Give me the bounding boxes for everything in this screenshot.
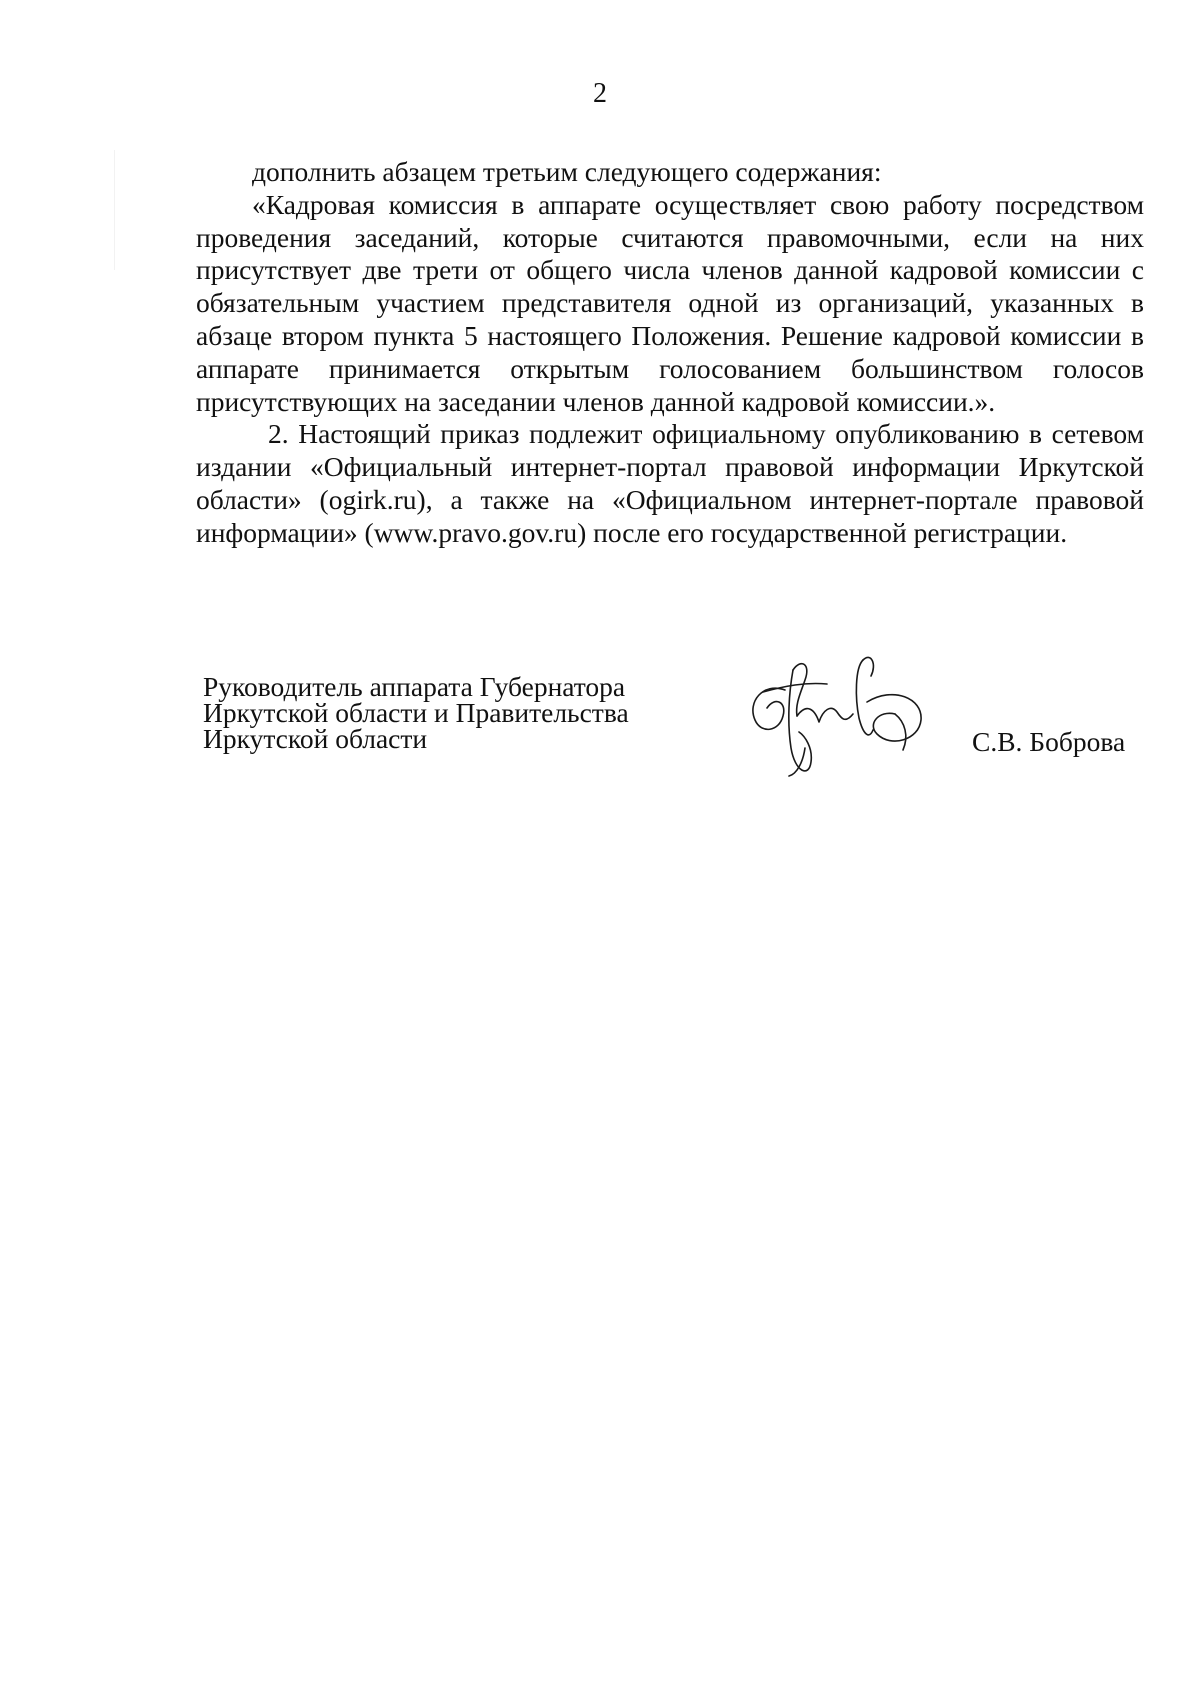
signatory-title-line: Иркутской области (203, 723, 428, 754)
paragraph-amendment-intro: дополнить абзацем третьим следующего содержания: (252, 156, 882, 187)
signatory-title-line: Руководитель аппарата Губернатора (203, 671, 626, 702)
signatory-title-line: Иркутской области и Правительства (203, 697, 629, 728)
paragraph-quoted-amendment: «Кадровая комиссия в аппарате осуществляет свою работу посредством проведения заседаний, которые считаются правомочными, если на них присутствует две трети от общего числа членов данной кадровой комиссии с обязательным участием представителя одной из организаций, указанных в абзаце втором пункта 5 настоящего Положения. Решение кадровой комиссии в аппарате принимается открытым голосованием большинством голосов присутствующих на заседании членов данной кадровой комиссии.». (196, 188, 1144, 417)
paragraph-publication-order: 2. Настоящий приказ подлежит официальному опубликованию в сетевом издании «Официальный интернет-портал правовой информации Иркутской области» (ogirk.ru), а также на «Официальном интернет-портале правовой информации» (www.pravo.gov.ru) после его государственной регистрации. (196, 418, 1144, 548)
document-body (196, 156, 1144, 550)
handwritten-signature (745, 652, 930, 780)
signatory-name: С.В. Боброва (972, 726, 1126, 757)
signatory-title (203, 671, 629, 754)
scan-edge-mark (114, 150, 115, 270)
page-number: 2 (593, 78, 607, 109)
